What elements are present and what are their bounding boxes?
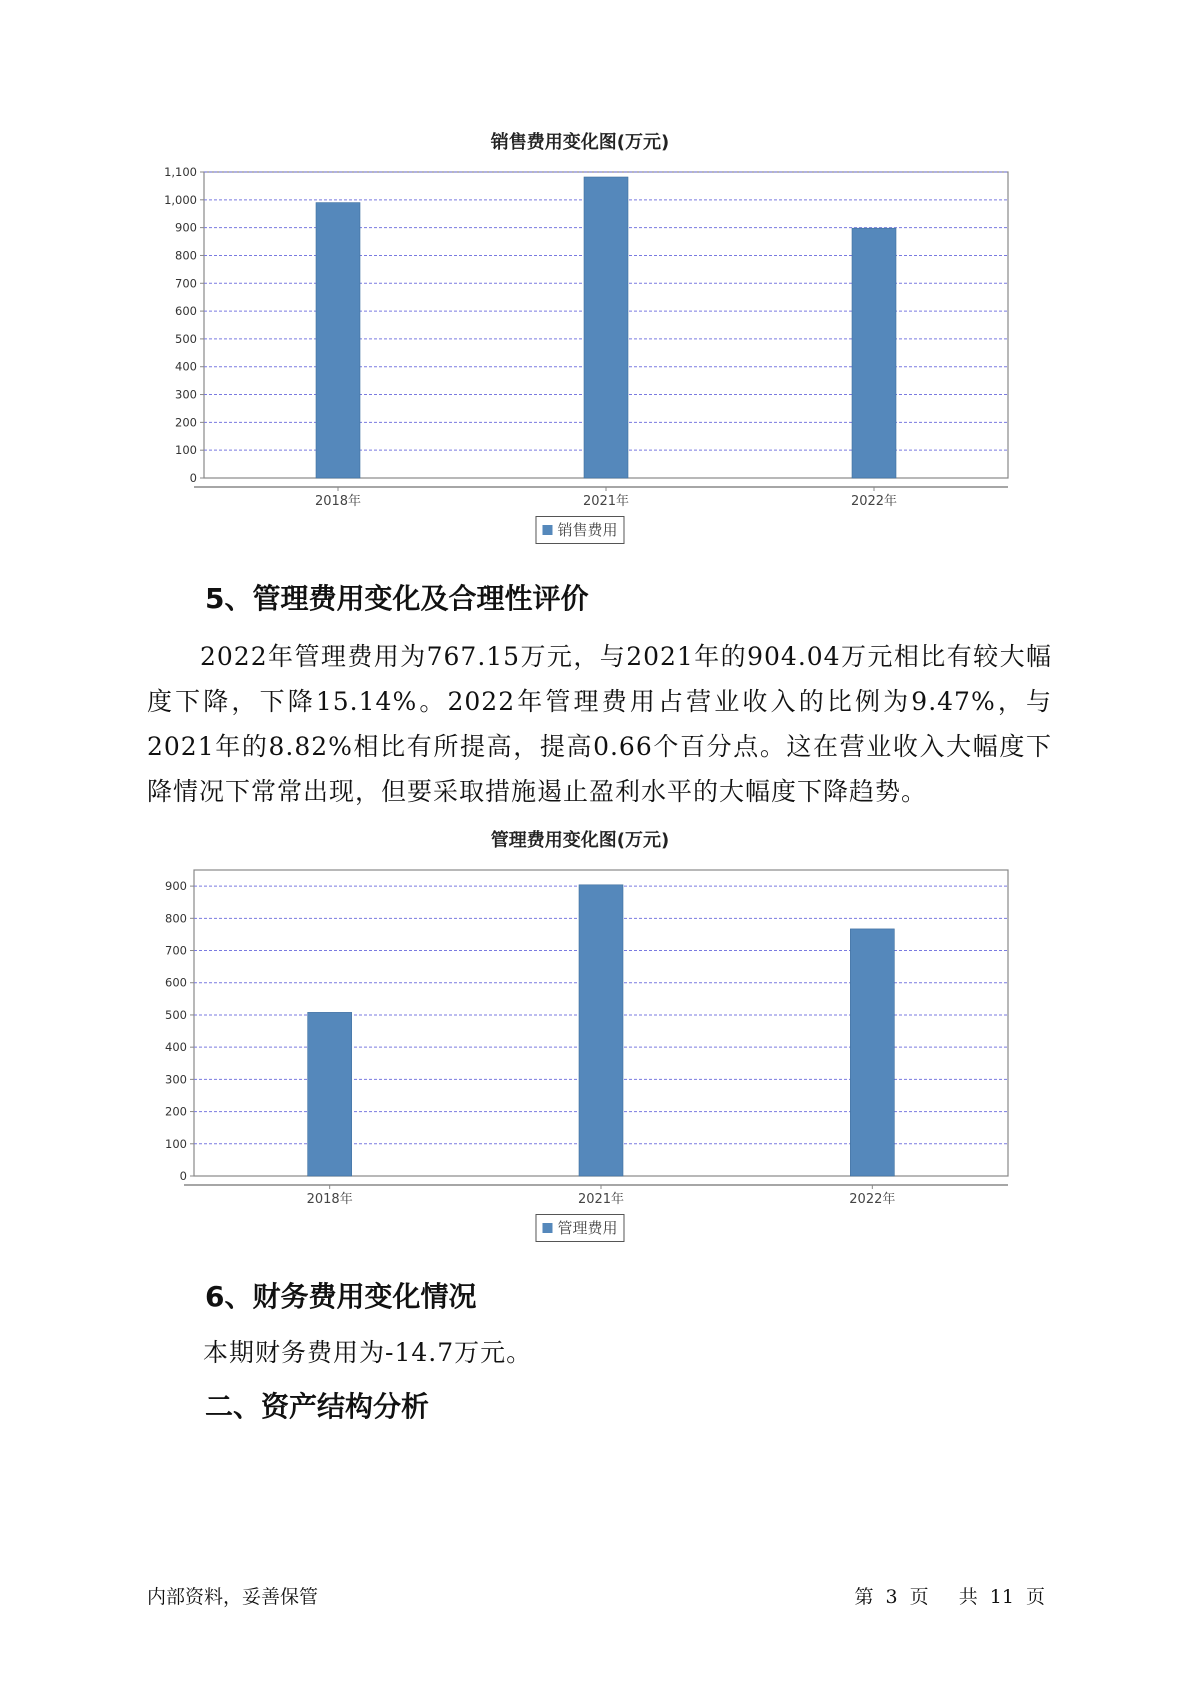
y-tick-label: 0 (179, 1169, 187, 1183)
y-tick-label: 500 (175, 331, 197, 346)
y-tick-label: 300 (165, 1072, 187, 1087)
y-tick-label: 300 (175, 387, 197, 402)
y-tick-label: 800 (165, 911, 187, 926)
legend-swatch (542, 1223, 552, 1233)
bar (584, 177, 628, 478)
chart-legend (535, 516, 624, 544)
section-6-paragraph: 本期财务费用为-14.7万元。 (203, 1338, 533, 1367)
x-tick-label: 2022年 (850, 494, 898, 509)
y-tick-label: 1,000 (164, 192, 197, 207)
y-tick-label: 400 (175, 359, 197, 374)
y-tick-label: 400 (165, 1040, 187, 1055)
y-tick-label: 100 (175, 443, 197, 458)
bar (850, 929, 894, 1176)
legend-label: 销售费用 (557, 521, 618, 539)
y-tick-label: 0 (189, 471, 197, 485)
section-5-heading: 5、管理费用变化及合理性评价 (205, 582, 589, 615)
legend-swatch (542, 525, 552, 535)
total-unit: 页 (1025, 1586, 1045, 1608)
y-tick-label: 600 (165, 975, 187, 990)
page-number: 3 (885, 1586, 898, 1608)
bar (852, 228, 896, 478)
y-tick-label: 1,100 (164, 165, 197, 179)
y-tick-label: 200 (175, 415, 197, 430)
footer-confidential-note: 内部资料，妥善保管 (147, 1586, 319, 1608)
admin-expense-chart-svg (150, 856, 1010, 1211)
y-tick-label: 700 (165, 943, 187, 958)
y-tick-label: 900 (165, 879, 187, 894)
y-tick-label: 600 (175, 304, 197, 319)
section-5-paragraph: 2022年管理费用为767.15万元，与2021年的904.04万元相比有较大幅度下降，下降15.14%。2022年管理费用占营业收入的比例为9.47%，与2021年的8.82%相比有所提高，提高0.66个百分点。这在营业收入大幅度下降情况下常常出现，但要采取措施遏止盈利水平的大幅度下降趋势。 (147, 642, 1052, 806)
sales-expense-chart-svg (150, 158, 1010, 513)
x-tick-label: 2018年 (314, 494, 362, 509)
section-6-heading: 6、财务费用变化情况 (205, 1280, 477, 1313)
x-tick-label: 2018年 (306, 1192, 353, 1207)
bar (316, 203, 360, 478)
bar (579, 885, 623, 1176)
legend-label: 管理费用 (557, 1219, 618, 1237)
y-tick-label: 200 (165, 1104, 187, 1119)
x-tick-label: 2021年 (577, 1192, 625, 1207)
x-tick-label: 2021年 (582, 494, 630, 509)
chart-title: 管理费用变化图(万元) (490, 830, 670, 851)
x-tick-label: 2022年 (849, 1192, 896, 1207)
sales-expense-chart (150, 128, 1010, 558)
total-prefix: 共 (958, 1586, 978, 1608)
chart-title: 销售费用变化图(万元) (490, 132, 670, 153)
total-pages: 11 (989, 1586, 1014, 1608)
admin-expense-chart (150, 826, 1010, 1256)
page-prefix: 第 (854, 1586, 874, 1608)
y-tick-label: 100 (165, 1136, 187, 1151)
y-tick-label: 900 (175, 220, 197, 235)
footer-page-info (849, 1582, 1051, 1609)
section-two-heading: 二、资产结构分析 (205, 1390, 430, 1423)
y-tick-label: 700 (175, 276, 197, 291)
page-unit: 页 (909, 1586, 929, 1608)
y-tick-label: 500 (165, 1007, 187, 1022)
y-tick-label: 800 (175, 248, 197, 263)
bar (308, 1012, 352, 1176)
chart-legend (535, 1214, 624, 1242)
